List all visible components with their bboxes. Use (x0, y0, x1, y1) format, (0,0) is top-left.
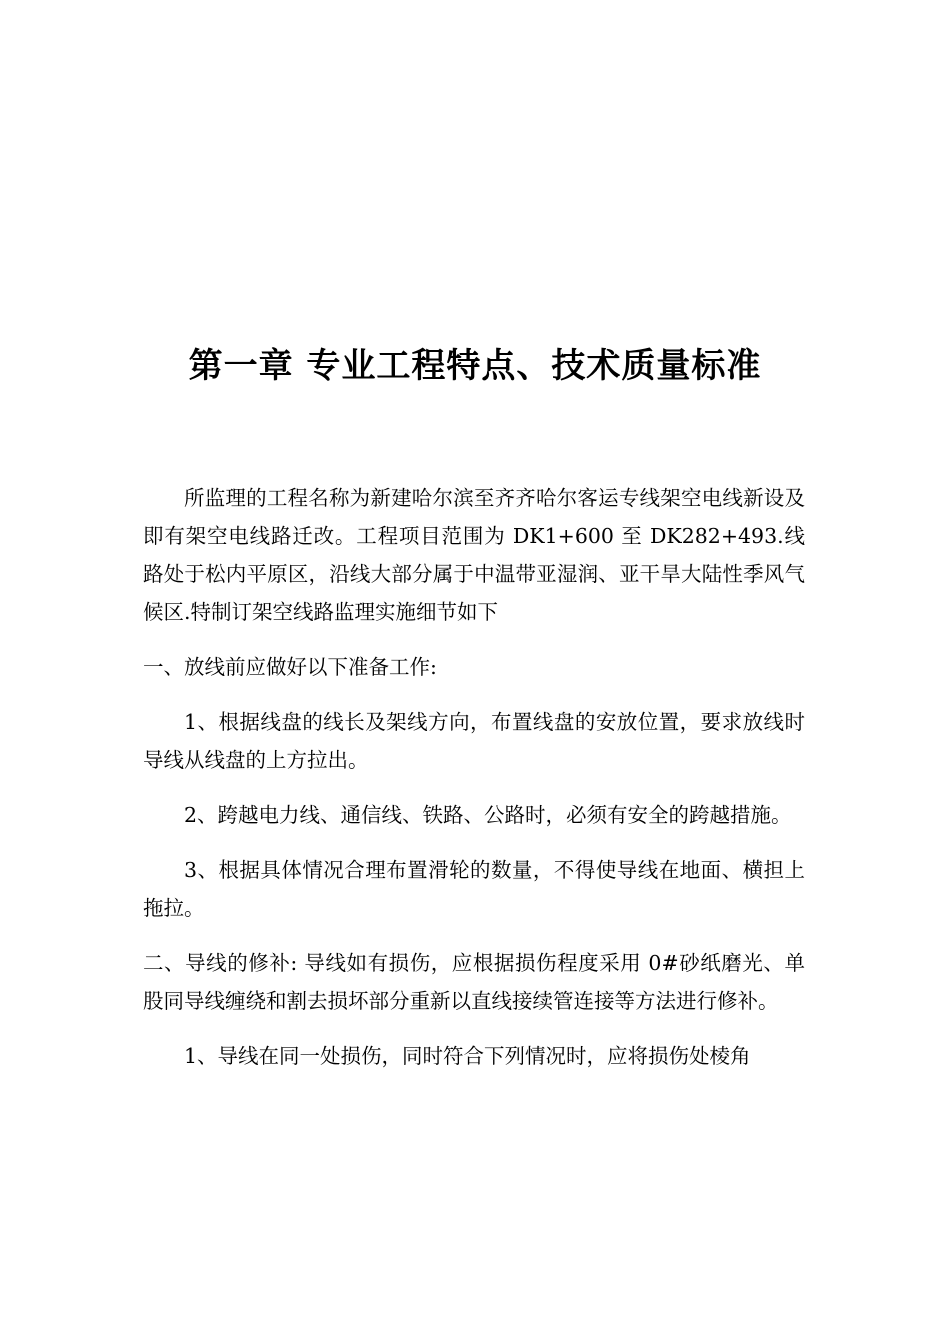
list-item-1-2: 2、跨越电力线、通信线、铁路、公路时，必须有安全的跨越措施。 (184, 803, 792, 827)
list-item-1-3: 3、根据具体情况合理布置滑轮的数量，不得使导线在地面、横担上拖拉。 (143, 858, 805, 920)
chapter-title: 第一章 专业工程特点、技术质量标准 (188, 346, 762, 386)
section-heading-2: 二、导线的修补: 导线如有损伤，应根据损伤程度采用 0#砂纸磨光、单股同导线缠绕和割去损坏部分重新以直线接续管连接等方法进行修补。 (143, 951, 805, 1013)
document-body (143, 479, 805, 1075)
list-item-1-1: 1、根据线盘的线长及架线方向，布置线盘的安放位置，要求放线时导线从线盘的上方拉出。 (143, 710, 805, 772)
section-heading-1: 一、放线前应做好以下准备工作: (143, 655, 437, 679)
intro-paragraph: 所监理的工程名称为新建哈尔滨至齐齐哈尔客运专线架空电线新设及即有架空电线路迁改。工程项目范围为 DK1+600 至 DK282+493.线路处于松内平原区，沿线大部分属于中温带亚湿润、亚干旱大陆性季风气候区.特制订架空线路监理实施细节如下 (143, 486, 805, 624)
list-item-2-1: 1、导线在同一处损伤，同时符合下列情况时，应将损伤处棱角 (184, 1044, 751, 1068)
